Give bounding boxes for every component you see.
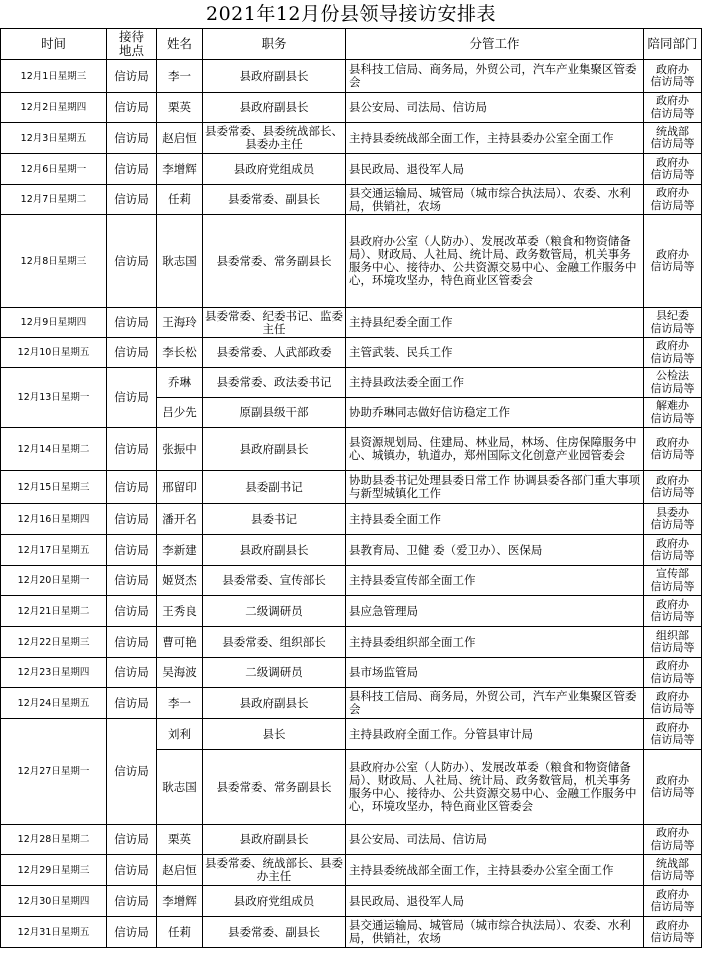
- cell-name: 王秀良: [157, 596, 203, 627]
- cell-date: 12月14日星期二: [1, 428, 107, 471]
- cell-date: 12月21日星期二: [1, 596, 107, 627]
- dept-line-2: 信访局等: [650, 786, 695, 799]
- cell-dept: [644, 154, 702, 185]
- dept-line-1: 县纪委: [656, 309, 689, 322]
- cell-duties: 主持县委统战部全面工作，主持县委办公室全面工作: [346, 855, 644, 886]
- cell-date: 12月31日星期五: [1, 917, 107, 948]
- table-row: [1, 471, 702, 504]
- header-position: 职务: [203, 29, 346, 60]
- cell-date: 12月27日星期一: [1, 719, 107, 825]
- cell-date: 12月7日星期二: [1, 185, 107, 215]
- cell-date: 12月10日星期五: [1, 338, 107, 368]
- cell-place: 信访局: [107, 123, 157, 154]
- dept-line-1: 政府办: [656, 597, 689, 611]
- cell-name: 李增辉: [157, 154, 203, 185]
- dept-line-2: 信访局等: [650, 137, 695, 150]
- dept-line-1: 政府办: [656, 155, 689, 169]
- dept-line-2: 信访局等: [650, 351, 695, 365]
- cell-name: 耿志国: [157, 215, 203, 308]
- cell-position: 县委常委、副县长: [203, 185, 346, 215]
- cell-place: 信访局: [107, 855, 157, 886]
- cell-dept: [644, 535, 702, 566]
- cell-dept: [644, 308, 702, 338]
- cell-name: 任莉: [157, 917, 203, 948]
- cell-dept: [644, 750, 702, 825]
- dept-line-2: 信访局等: [650, 610, 695, 623]
- cell-name: 李长松: [157, 338, 203, 368]
- cell-date: 12月2日星期四: [1, 93, 107, 123]
- cell-position: 县委副书记: [203, 471, 346, 504]
- dept-line-1: 组织部: [656, 628, 689, 642]
- cell-place: 信访局: [107, 917, 157, 948]
- table-row: [1, 308, 702, 338]
- dept-line-2: 信访局等: [650, 733, 695, 746]
- cell-name: 李一: [157, 60, 203, 93]
- table-row: [1, 825, 702, 855]
- dept-line-2: 信访局等: [650, 168, 695, 181]
- dept-line-2: 信访局等: [650, 260, 695, 273]
- cell-place: 信访局: [107, 93, 157, 123]
- cell-place: 信访局: [107, 368, 157, 428]
- cell-date: 12月30日星期四: [1, 886, 107, 917]
- cell-name: 赵启恒: [157, 123, 203, 154]
- cell-date: 12月29日星期三: [1, 855, 107, 886]
- dept-line-1: 政府办: [656, 186, 689, 199]
- table-row: [1, 596, 702, 627]
- dept-line-1: 政府办: [656, 887, 689, 901]
- dept-line-2: 信访局等: [650, 579, 695, 593]
- cell-position: 县政府副县长: [203, 428, 346, 471]
- cell-duties: 协助乔琳同志做好信访稳定工作: [346, 398, 644, 428]
- dept-line-2: 信访局等: [650, 75, 695, 88]
- cell-place: 信访局: [107, 215, 157, 308]
- cell-name: 耿志国: [157, 750, 203, 825]
- header-place-line-2: 地点: [118, 43, 144, 58]
- table-row: [1, 215, 702, 308]
- cell-place: 信访局: [107, 688, 157, 719]
- dept-line-2: 信访局等: [650, 702, 695, 715]
- dept-line-1: 统战部: [656, 124, 689, 138]
- cell-dept: [644, 368, 702, 398]
- cell-place: 信访局: [107, 627, 157, 658]
- header-place-line-1: 接待: [118, 29, 144, 44]
- table-row: [1, 658, 702, 688]
- cell-date: 12月28日星期二: [1, 825, 107, 855]
- cell-dept: [644, 60, 702, 93]
- cell-dept: [644, 398, 702, 428]
- cell-duties: 县交通运输局、城管局（城市综合执法局）、农委、水利局，供销社，农场: [346, 185, 644, 215]
- dept-line-2: 信访局等: [650, 486, 695, 499]
- header-duties: 分管工作: [346, 29, 644, 60]
- dept-line-1: 政府办: [656, 689, 689, 703]
- dept-line-2: 信访局等: [650, 448, 695, 461]
- cell-position: 县委常委、副县长: [203, 917, 346, 948]
- table-row: [1, 566, 702, 596]
- dept-line-1: 政府办: [656, 720, 689, 734]
- dept-line-1: 县委办: [656, 505, 689, 519]
- cell-dept: [644, 855, 702, 886]
- dept-line-1: 公检法: [656, 369, 689, 382]
- cell-date: 12月1日星期三: [1, 60, 107, 93]
- dept-line-1: 政府办: [656, 773, 689, 787]
- cell-duties: 县科技工信局、商务局，外贸公司，汽车产业集聚区管委会: [346, 688, 644, 719]
- dept-line-2: 信访局等: [650, 900, 695, 913]
- table-row: [1, 855, 702, 886]
- cell-place: 信访局: [107, 825, 157, 855]
- cell-duties: 协助县委书记处理县委日常工作 协调县委各部门重大事项与新型城镇化工作: [346, 471, 644, 504]
- cell-place: 信访局: [107, 504, 157, 535]
- cell-place: 信访局: [107, 535, 157, 566]
- cell-date: 12月6日星期一: [1, 154, 107, 185]
- cell-dept: [644, 566, 702, 596]
- cell-date: 12月9日星期四: [1, 308, 107, 338]
- cell-dept: [644, 596, 702, 627]
- dept-line-2: 信访局等: [650, 641, 695, 654]
- table-row: [1, 627, 702, 658]
- cell-duties: 主持县委组织部全面工作: [346, 627, 644, 658]
- cell-position: 县政府副县长: [203, 825, 346, 855]
- cell-name: 李增辉: [157, 886, 203, 917]
- cell-duties: 县资源规划局、住建局、林业局，林场、住房保障服务中心、城镇办，轨道办，郑州国际文化创意产业园管委会: [346, 428, 644, 471]
- table-row: [1, 368, 702, 398]
- cell-duties: 县公安局、司法局、信访局: [346, 93, 644, 123]
- cell-dept: [644, 917, 702, 948]
- cell-position: 县委常委、人武部政委: [203, 338, 346, 368]
- cell-position: 县长: [203, 719, 346, 750]
- cell-position: 县委常委、县委统战部长、县委办主任: [203, 123, 346, 154]
- cell-dept: [644, 428, 702, 471]
- cell-place: 信访局: [107, 566, 157, 596]
- cell-duties: 县市场监管局: [346, 658, 644, 688]
- table-row: [1, 688, 702, 719]
- cell-place: 信访局: [107, 308, 157, 338]
- cell-date: 12月20日星期一: [1, 566, 107, 596]
- cell-duties: 县民政局、退役军人局: [346, 154, 644, 185]
- cell-duties: 县科技工信局、商务局，外贸公司，汽车产业集聚区管委会: [346, 60, 644, 93]
- cell-dept: [644, 93, 702, 123]
- dept-line-1: 政府办: [656, 536, 689, 550]
- schedule-table: [0, 28, 702, 948]
- cell-name: 刘利: [157, 719, 203, 750]
- cell-position: 县委常委、常务副县长: [203, 215, 346, 308]
- cell-place: 信访局: [107, 338, 157, 368]
- cell-name: 王海玲: [157, 308, 203, 338]
- table-row: [1, 154, 702, 185]
- table-row: [1, 917, 702, 948]
- dept-line-2: 信访局等: [650, 838, 695, 852]
- cell-position: 原副县级干部: [203, 398, 346, 428]
- cell-dept: [644, 504, 702, 535]
- cell-name: 吴海波: [157, 658, 203, 688]
- cell-date: 12月24日星期五: [1, 688, 107, 719]
- dept-line-1: 宣传部: [656, 567, 689, 580]
- cell-position: 二级调研员: [203, 658, 346, 688]
- cell-name: 李一: [157, 688, 203, 719]
- cell-name: 栗英: [157, 93, 203, 123]
- cell-dept: [644, 627, 702, 658]
- cell-position: 县委常委、政法委书记: [203, 368, 346, 398]
- cell-dept: [644, 123, 702, 154]
- cell-dept: [644, 688, 702, 719]
- cell-name: 张振中: [157, 428, 203, 471]
- table-row: [1, 93, 702, 123]
- cell-position: 县政府副县长: [203, 93, 346, 123]
- dept-line-1: 政府办: [656, 435, 689, 449]
- dept-line-1: 政府办: [656, 62, 689, 76]
- table-row: [1, 338, 702, 368]
- cell-date: 12月17日星期五: [1, 535, 107, 566]
- cell-name: 姬贤杰: [157, 566, 203, 596]
- dept-line-1: 政府办: [656, 826, 689, 839]
- cell-duties: 县交通运输局、城管局（城市综合执法局）、农委、水利局，供销社，农场: [346, 917, 644, 948]
- cell-place: 信访局: [107, 185, 157, 215]
- cell-duties: 主持县政府全面工作。分管县审计局: [346, 719, 644, 750]
- cell-duties: 县民政局、退役军人局: [346, 886, 644, 917]
- page-title: 2021年12月份县领导接访安排表: [205, 3, 497, 25]
- cell-dept: [644, 825, 702, 855]
- cell-place: 信访局: [107, 471, 157, 504]
- cell-dept: [644, 185, 702, 215]
- cell-position: 县政府副县长: [203, 60, 346, 93]
- cell-date: 12月15日星期三: [1, 471, 107, 504]
- dept-line-1: 政府办: [656, 339, 689, 352]
- cell-duties: 主持县委统战部全面工作，主持县委办公室全面工作: [346, 123, 644, 154]
- cell-name: 潘开名: [157, 504, 203, 535]
- cell-place: 信访局: [107, 886, 157, 917]
- dept-line-2: 信访局等: [650, 518, 695, 531]
- header-name: 姓名: [157, 29, 203, 60]
- cell-place: 信访局: [107, 60, 157, 93]
- cell-duties: 县教育局、卫健 委（爱卫办）、医保局: [346, 535, 644, 566]
- cell-duties: 主持县委全面工作: [346, 504, 644, 535]
- cell-position: 县委书记: [203, 504, 346, 535]
- cell-position: 县政府党组成员: [203, 886, 346, 917]
- dept-line-2: 信访局等: [650, 549, 695, 562]
- cell-duties: 主持县政法委全面工作: [346, 368, 644, 398]
- cell-position: 县委常委、宣传部长: [203, 566, 346, 596]
- cell-name: 栗英: [157, 825, 203, 855]
- cell-name: 李新建: [157, 535, 203, 566]
- dept-line-2: 信访局等: [650, 411, 695, 425]
- header-time: 时间: [1, 29, 107, 60]
- cell-duties: 县政府办公室（人防办）、发展改革委（粮食和物资储备局）、财政局、人社局、统计局、政务数管局，机关事务服务中心、接待办、公共资源交易中心、金融工作服务中心，环境攻坚办，特色商业区管委会: [346, 215, 644, 308]
- dept-line-2: 信访局等: [650, 106, 695, 120]
- cell-dept: [644, 215, 702, 308]
- cell-dept: [644, 719, 702, 750]
- cell-position: 县委常委、组织部长: [203, 627, 346, 658]
- cell-dept: [644, 338, 702, 368]
- cell-position: 县政府副县长: [203, 688, 346, 719]
- cell-duties: 主持县委宣传部全面工作: [346, 566, 644, 596]
- table-row: [1, 535, 702, 566]
- cell-position: 县委常委、常务副县长: [203, 750, 346, 825]
- dept-line-2: 信访局等: [650, 869, 695, 882]
- cell-duties: 县应急管理局: [346, 596, 644, 627]
- cell-date: 12月3日星期五: [1, 123, 107, 154]
- header-row: [1, 29, 702, 60]
- dept-line-1: 统战部: [656, 856, 689, 870]
- dept-line-1: 政府办: [656, 94, 689, 107]
- header-place: [107, 29, 157, 60]
- table-row: [1, 504, 702, 535]
- cell-dept: [644, 886, 702, 917]
- cell-date: 12月22日星期三: [1, 627, 107, 658]
- cell-date: 12月8日星期三: [1, 215, 107, 308]
- cell-dept: [644, 658, 702, 688]
- cell-duties: 主持县纪委全面工作: [346, 308, 644, 338]
- cell-place: 信访局: [107, 719, 157, 825]
- cell-name: 吕少先: [157, 398, 203, 428]
- table-row: [1, 719, 702, 750]
- cell-position: 县政府副县长: [203, 535, 346, 566]
- dept-line-1: 政府办: [656, 659, 689, 672]
- cell-name: 赵启恒: [157, 855, 203, 886]
- dept-line-1: 政府办: [656, 247, 689, 261]
- table-row: [1, 886, 702, 917]
- dept-line-1: 解难办: [656, 399, 689, 412]
- cell-name: 乔琳: [157, 368, 203, 398]
- dept-line-2: 信访局等: [650, 931, 695, 944]
- cell-position: 县委常委、纪委书记、监委主任: [203, 308, 346, 338]
- dept-line-2: 信访局等: [650, 381, 695, 395]
- cell-position: 县政府党组成员: [203, 154, 346, 185]
- cell-place: 信访局: [107, 154, 157, 185]
- cell-place: 信访局: [107, 428, 157, 471]
- header-dept: 陪同部门: [644, 29, 702, 60]
- cell-date: 12月13日星期一: [1, 368, 107, 428]
- cell-duties: 县政府办公室（人防办）、发展改革委（粮食和物资储备局）、财政局、人社局、统计局、政务数管局，机关事务服务中心、接待办、公共资源交易中心、金融工作服务中心，环境攻坚办，特色商业区管委会: [346, 750, 644, 825]
- dept-line-2: 信访局等: [650, 671, 695, 685]
- cell-date: 12月16日星期四: [1, 504, 107, 535]
- table-row: [1, 60, 702, 93]
- table-row: [1, 428, 702, 471]
- cell-date: 12月23日星期四: [1, 658, 107, 688]
- cell-duties: 县公安局、司法局、信访局: [346, 825, 644, 855]
- table-row: [1, 123, 702, 154]
- dept-line-2: 信访局等: [650, 198, 695, 212]
- cell-dept: [644, 471, 702, 504]
- dept-line-1: 政府办: [656, 918, 689, 932]
- cell-place: 信访局: [107, 596, 157, 627]
- dept-line-2: 信访局等: [650, 321, 695, 335]
- cell-position: 二级调研员: [203, 596, 346, 627]
- cell-position: 县委常委、统战部长、县委办主任: [203, 855, 346, 886]
- cell-name: 任莉: [157, 185, 203, 215]
- cell-name: 邢留印: [157, 471, 203, 504]
- cell-duties: 主管武装、民兵工作: [346, 338, 644, 368]
- cell-name: 曹可艳: [157, 627, 203, 658]
- dept-line-1: 政府办: [656, 473, 689, 487]
- cell-place: 信访局: [107, 658, 157, 688]
- table-row: [1, 185, 702, 215]
